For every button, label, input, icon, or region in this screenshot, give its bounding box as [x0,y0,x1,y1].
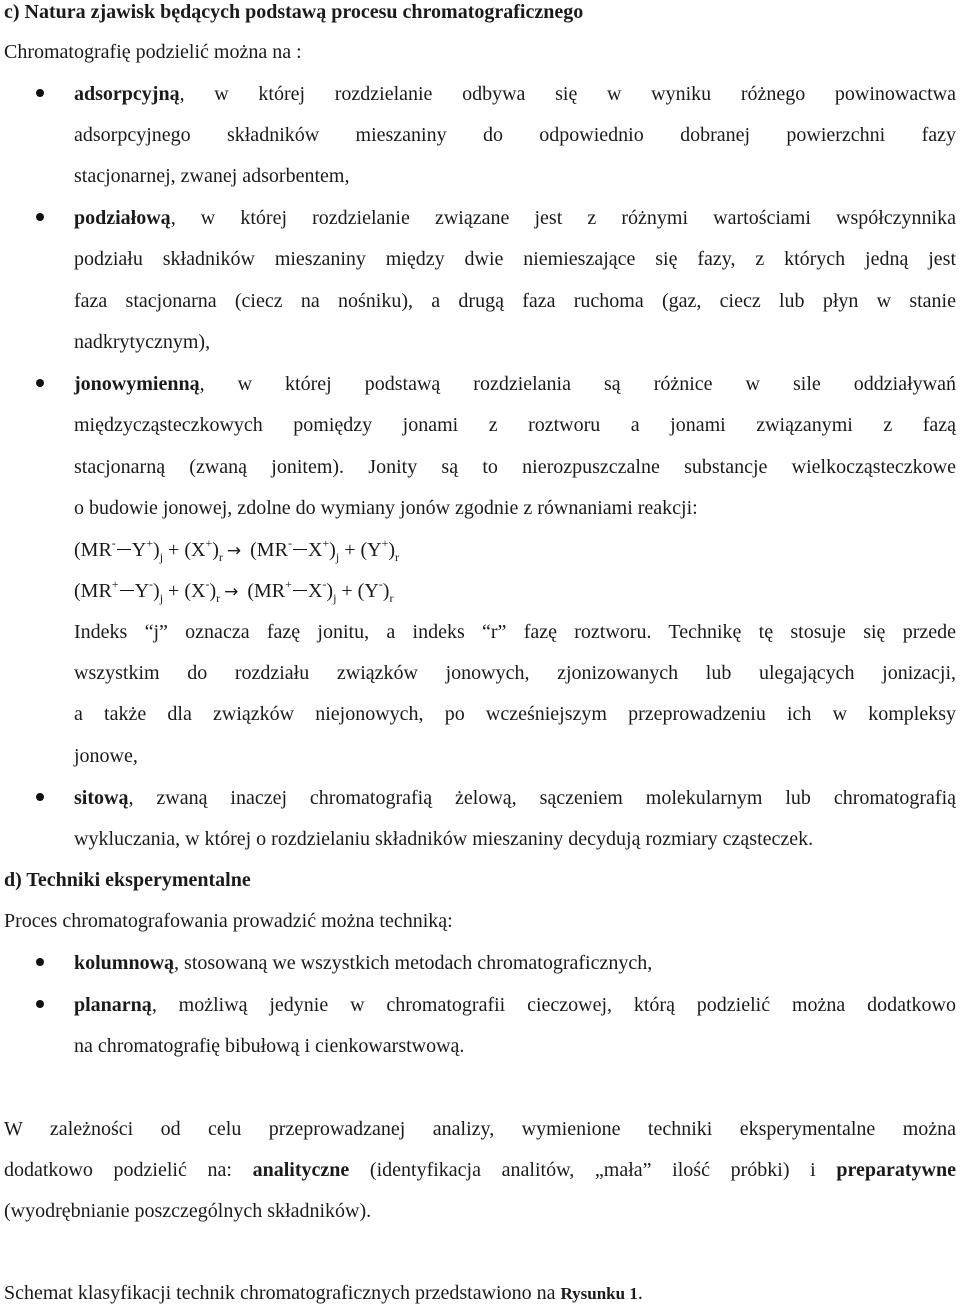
list-item-text: międzycząsteczkowych pomiędzy jonami z roztworu a jonami związanymi z fazą [74,414,956,436]
bullet-icon [36,1000,44,1008]
bullet-icon [36,213,44,221]
bullet-icon [36,958,44,966]
arrow-icon: → [224,582,239,602]
bullet-icon [36,89,44,97]
figure-reference: Schemat klasyfikacji technik chromatograficznych przedstawiono na Rysunku 1. [4,1282,643,1304]
bullet-icon [36,793,44,801]
list-item-text: a także dla związków niejonowych, po wcześniejszym przeprowadzeniu ich w kompleksy [74,703,956,725]
reaction-equation-2: (MR+ $Y^-)_j + (X^-)_r \to (MR^+$ $X^-)_j + (Y^-)_r$ [74,577,394,605]
list-item-text: stacjonarnej, zwanej adsorbentem, [74,165,350,187]
list-item-text: na chromatografię bibułową i cienkowarstwową. [74,1035,465,1057]
bullet-icon [36,379,44,387]
list-item-text: adsorpcyjnego składników mieszaniny do odpowiednio dobranej powierzchni fazy [74,124,956,146]
section-c-intro: Chromatografię podzielić można na : [4,41,302,63]
list-item-text: jonowe, [74,745,138,767]
arrow-icon: → [226,541,242,561]
list-item-text: podziału składników mieszaniny między dwie niemieszające się fazy, z których jedną jest [74,248,956,270]
list-item-jonowymienna: jonowymienną, w której podstawą rozdzielania są różnice w sile oddziaływań [74,373,956,395]
list-item-text: wykluczania, w której o rozdzielaniu składników mieszaniny decydują rozmiary cząsteczek. [74,828,814,850]
list-item-kolumnowa: kolumnową, stosowaną we wszystkich metodach chromatograficznych, [74,952,653,974]
paragraph-text: W zależności od celu przeprowadzanej analizy, wymienione techniki eksperymentalne można [4,1118,956,1140]
section-c-heading: c) Natura zjawisk będących podstawą procesu chromatograficznego [4,1,584,23]
list-item-text: wszystkim do rozdziału związków jonowych, zjonizowanych lub ulegających jonizacji, [74,662,956,684]
list-item-text: stacjonarną (zwaną jonitem). Jonity są to nierozpuszczalne substancje wielkocząsteczkowe [74,456,956,478]
list-item-text: nadkrytycznym), [74,331,211,353]
list-item-planarna: planarną, możliwą jedynie w chromatografii cieczowej, którą podzielić można dodatkowo [74,994,956,1016]
list-item-podzialowa: podziałową, w której rozdzielanie związane jest z różnymi wartościami współczynnika [74,207,956,229]
list-item-text: faza stacjonarna (ciecz na nośniku), a drugą faza ruchoma (gaz, ciecz lub płyn w stanie [74,290,956,312]
section-d-intro: Proces chromatografowania prowadzić można techniką: [4,910,453,932]
paragraph-text: dodatkowo podzielić na: analityczne (identyfikacja analitów, „mała” ilość próbki) i preparatywne [4,1159,956,1181]
list-item-text: o budowie jonowej, zdolne do wymiany jonów zgodnie z równaniami reakcji: [74,497,698,519]
list-item-sitowa: sitową, zwaną inaczej chromatografią żelową, sączeniem molekularnym lub chromatografią [74,787,956,809]
section-d-heading: d) Techniki eksperymentalne [4,869,251,891]
list-item-adsorpcyjna: adsorpcyjną, w której rozdzielanie odbywa się w wyniku różnego powinowactwa [74,83,956,105]
reaction-equation-1: (MR- $Y^+)_j + (X^+)_r \to (MR^-$ $X^+)_j + (Y^+)_r$ [74,536,400,564]
paragraph-text: (wyodrębnianie poszczególnych składników). [4,1200,372,1222]
list-item-text: Indeks “j” oznacza fazę jonitu, a indeks “r” fazę roztworu. Technikę tę stosuje się przede [74,621,956,643]
